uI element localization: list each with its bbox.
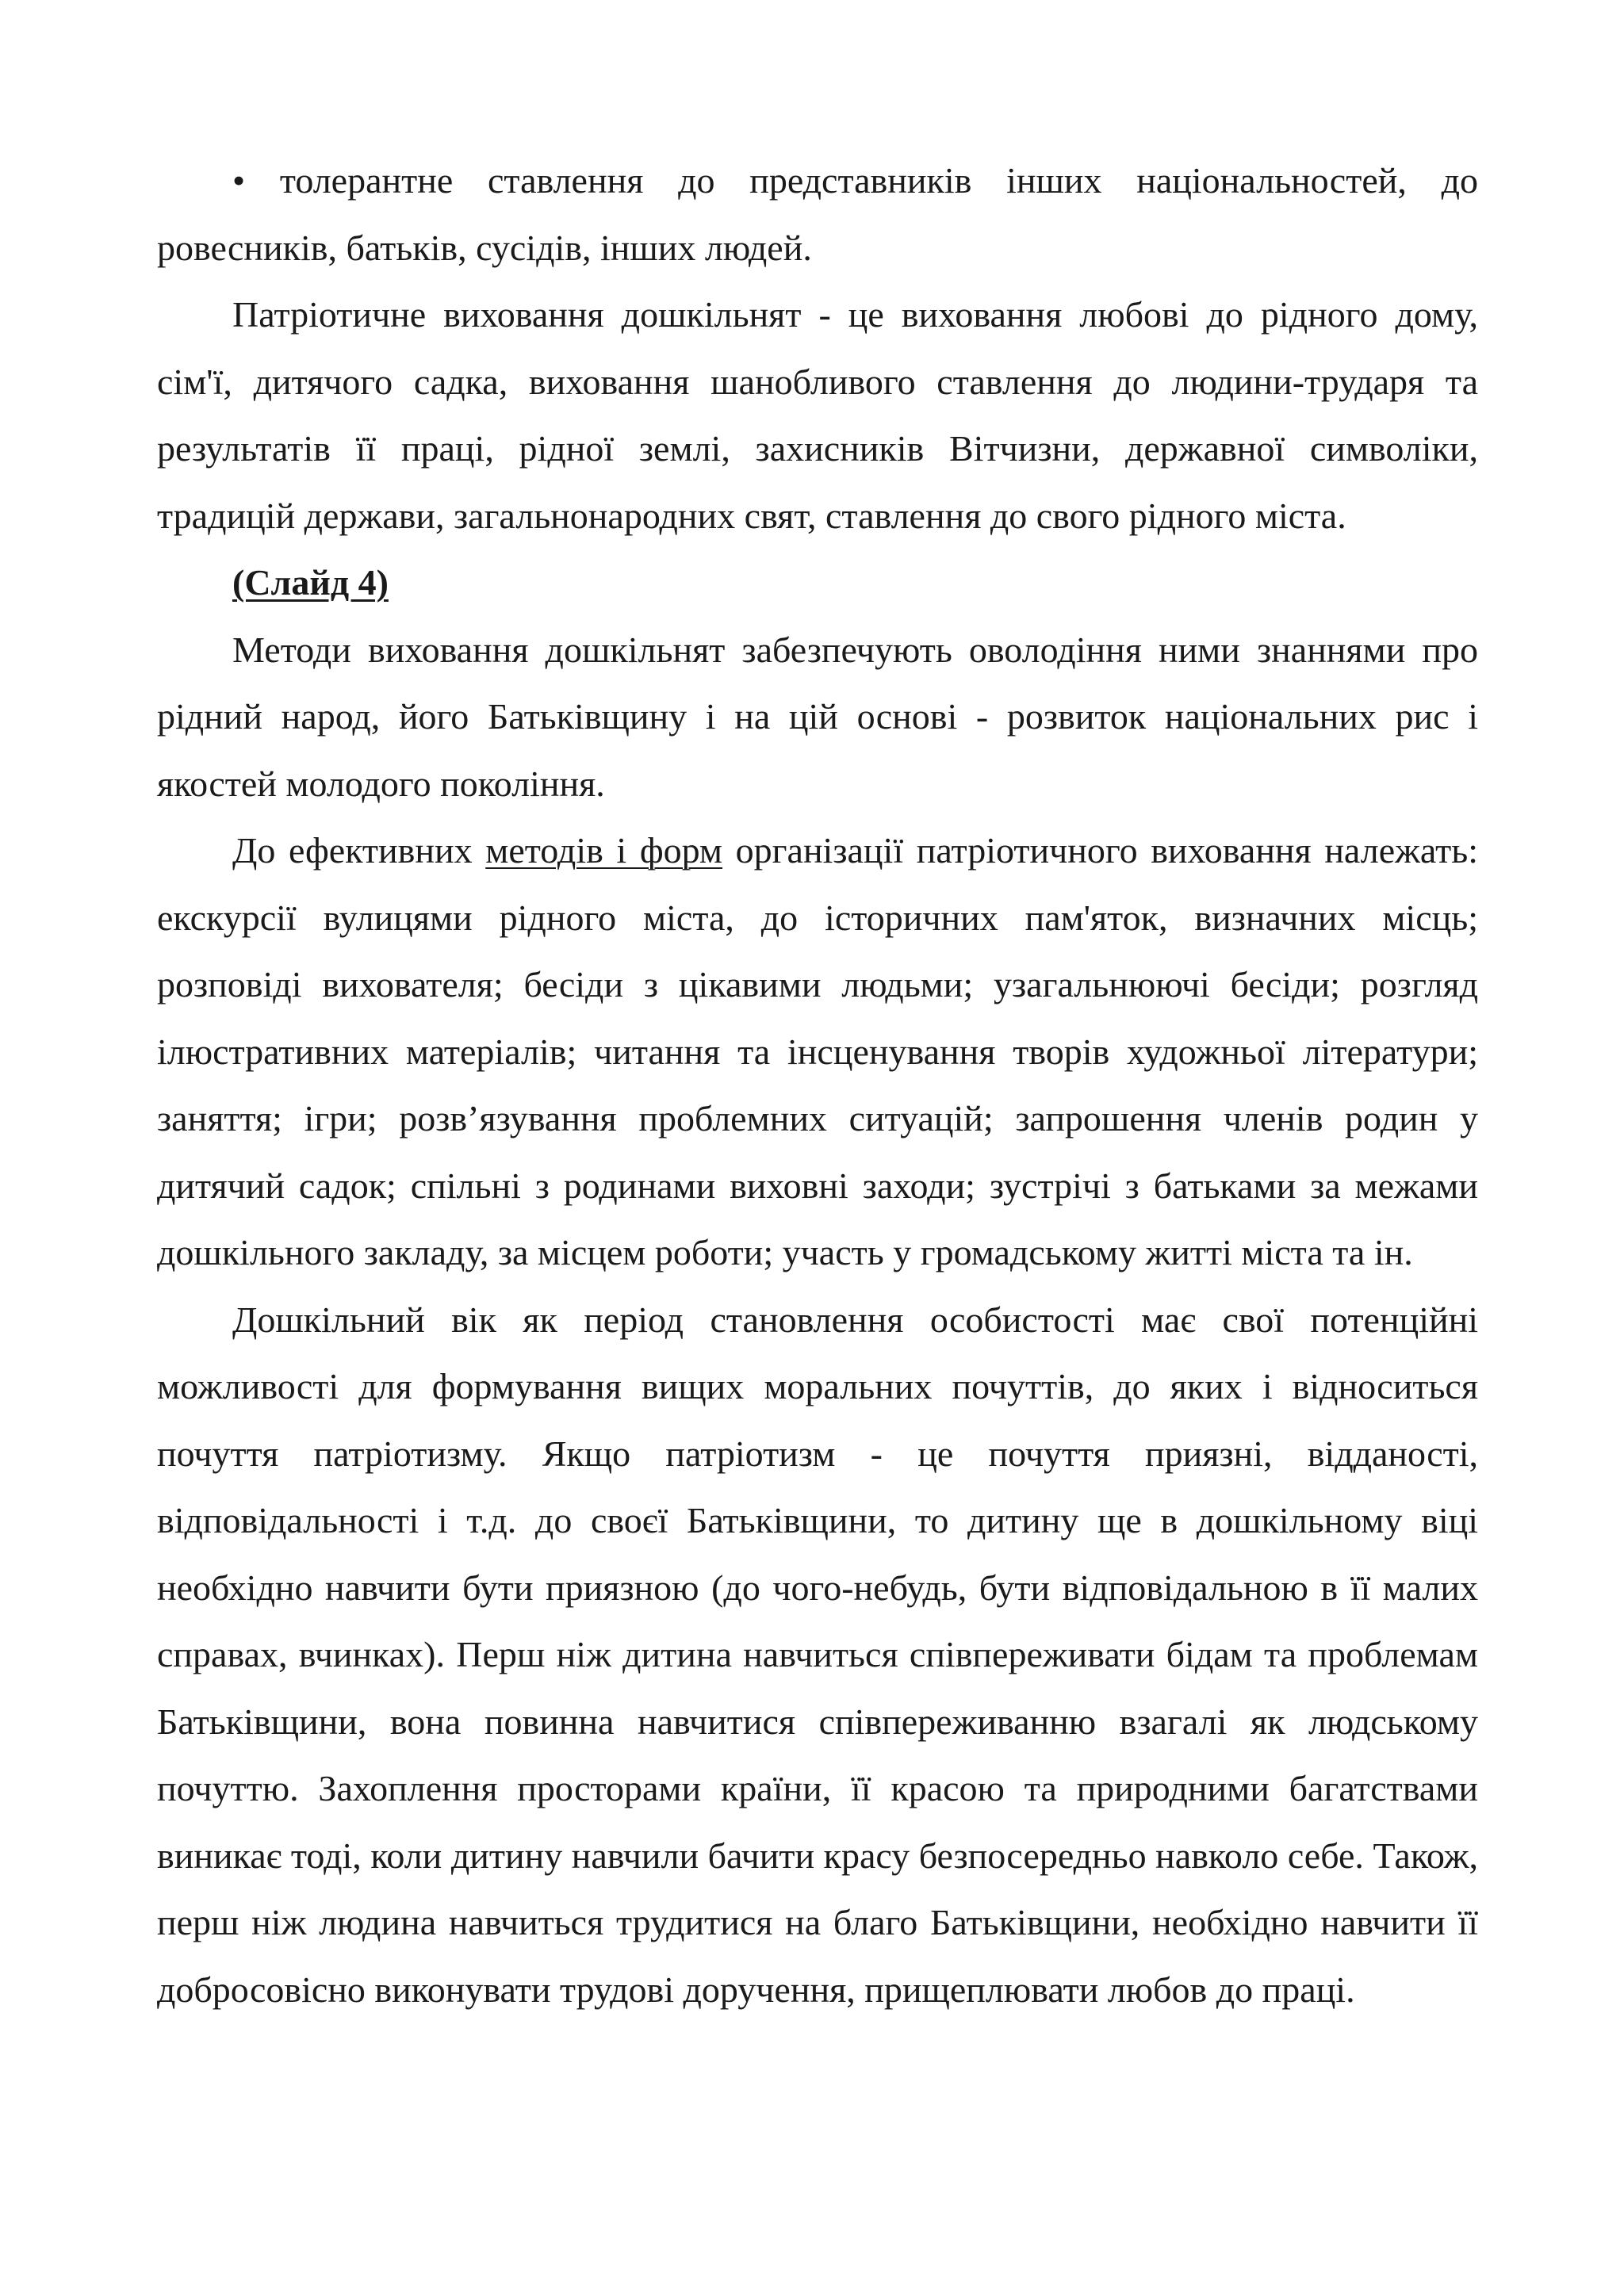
paragraph-patriotic-definition: Патріотичне виховання дошкільнят - це виховання любові до рідного дому, сім'ї, дитячого садка, виховання шанобливого ставлення до людини-трударя та результатів її праці, рідної землі, захисників Вітчизни, державної символіки, традицій держави, загальнонародних свят, ставлення до свого рідного міста. [157, 294, 1478, 536]
paragraph-tolerance: • толерантне ставлення до представників інших національностей, до ровесників, батьків, сусідів, інших людей. [157, 160, 1478, 268]
paragraph-effective-methods [157, 817, 1478, 1287]
document-page [157, 147, 1478, 2023]
paragraph-effective-methods-rest: організації патріотичного виховання належать: екскурсії вулицями рідного міста, до історичних пам'яток, визначних місць; розповіді вихователя; бесіди з цікавими людьми; узагальнюючі бесіди; розгляд ілюстративних матеріалів; читання та інсценування творів художньої літератури; заняття; ігри; розв’язування проблемних ситуацій; запрошення членів родин у дитячий садок; спільні з родинами виховні заходи; зустрічі з батьками за межами дошкільного закладу, за місцем роботи; участь у громадському житті міста та ін. [157, 830, 1478, 1272]
paragraph-effective-methods-start: До ефективних [232, 830, 486, 871]
slide-heading: (Слайд 4) [232, 562, 389, 603]
methods-and-forms-underlined: методів і форм [485, 830, 723, 871]
paragraph-methods: Методи виховання дошкільнят забезпечують оволодіння ними знаннями про рідний народ, його Батьківщину і на цій основі - розвиток національних рис і якостей молодого покоління. [157, 629, 1478, 804]
paragraph-preschool-age: Дошкільний вік як період становлення особистості має свої потенційні можливості для формування вищих моральних почуттів, до яких і відноситься почуття патріотизму. Якщо патріотизм - це почуття приязні, відданості, відповідальності і т.д. до своєї Батьківщини, то дитину ще в дошкільному віці необхідно навчити бути приязною (до чого-небудь, бути відповідальною в її малих справах, вчинках). Перш ніж дитина навчиться співпереживати бідам та проблемам Батьківщини, вона повинна навчитися співпереживанню взагалі як людському почуттю. Захоплення просторами країни, її красою та природними багатствами виникає тоді, коли дитину навчили бачити красу безпосередньо навколо себе. Також, перш ніж людина навчиться трудитися на благо Батьківщини, необхідно навчити її добросовісно виконувати трудові доручення, прищеплювати любов до праці. [157, 1299, 1478, 2010]
